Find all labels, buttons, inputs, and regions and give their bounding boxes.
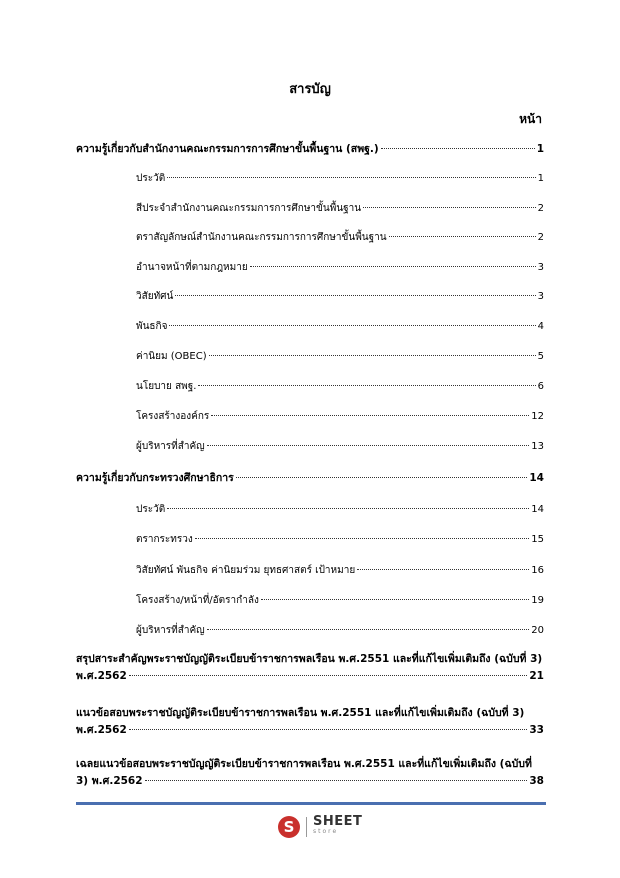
toc-label: แนวข้อสอบพระราชบัญญัติระเบียบข้าราชการพลเรือน พ.ศ.2551 และที่แก้ไขเพิ่มเติมถึง (ฉบับที่ 3) [76,707,525,719]
toc-page-number: 14 [531,504,544,515]
sheet-store-logo [278,816,362,838]
toc-entry-multiline[interactable] [76,756,544,790]
toc-page-number: 33 [529,724,544,736]
toc-leader [261,599,529,600]
toc-leader [207,445,530,446]
logo-divider [306,817,307,837]
toc-page-number: 1 [537,173,544,184]
toc-page-number: 20 [531,625,544,636]
toc-label: สีประจำสำนักงานคณะกรรมการการศึกษาขั้นพื้นฐาน [136,203,362,214]
toc-page-number: 3 [537,262,544,273]
toc-entry[interactable] [136,410,544,423]
page-title: สารบัญ [289,82,331,97]
toc-entry[interactable] [136,440,544,453]
toc-page-number: 2 [537,203,544,214]
toc-label: เฉลยแนวข้อสอบพระราชบัญญัติระเบียบข้าราชการพลเรือน พ.ศ.2551 และที่แก้ไขเพิ่มเติมถึง (ฉบับที่ [76,758,532,770]
toc-label-continued: 3) พ.ศ.2562 [76,775,143,787]
toc-entry[interactable] [136,503,544,516]
toc-page-number: 13 [531,441,544,452]
toc-entry[interactable] [136,202,544,215]
toc-page-number: 5 [537,351,544,362]
toc-label: ค่านิยม (OBEC) [136,351,207,362]
toc-leader [195,538,530,539]
toc-leader [167,177,535,178]
toc-entry[interactable] [136,624,544,637]
toc-label: โครงสร้าง/หน้าที่/อัตรากำลัง [136,595,259,606]
toc-entry[interactable] [136,320,544,333]
toc-label: ความรู้เกี่ยวกับกระทรวงศึกษาธิการ [76,472,234,484]
toc-leader [129,675,528,676]
toc-leader [129,729,528,730]
toc-leader [236,477,528,478]
toc-leader [207,629,530,630]
page-column-header: หน้า [519,112,542,126]
toc-label-continued: พ.ศ.2562 [76,724,127,736]
toc-label: ผู้บริหารที่สำคัญ [136,625,205,636]
toc-page-number: 1 [536,143,544,155]
toc-leader [389,236,536,237]
toc-page-number: 14 [529,472,544,484]
toc-leader [167,508,529,509]
toc-page-number: 38 [529,775,544,787]
toc-leader [211,415,529,416]
toc-entry-multiline[interactable] [76,705,544,739]
toc-leader [209,355,536,356]
toc-label: วิสัยทัศน์ พันธกิจ ค่านิยมร่วม ยุทธศาสตร์ เป้าหมาย [136,565,356,576]
toc-page-number: 15 [531,534,544,545]
logo-word: SHEET [313,814,363,829]
toc-leader [250,266,536,267]
toc-page-number: 19 [531,595,544,606]
toc-label: ความรู้เกี่ยวกับสำนักงานคณะกรรมการการศึกษาขั้นพื้นฐาน (สพฐ.) [76,143,379,155]
toc-leader [363,207,536,208]
toc-page-number: 4 [537,321,544,332]
toc-page-number: 12 [531,411,544,422]
toc-label: ตราสัญลักษณ์สำนักงานคณะกรรมการการศึกษาขั้นพื้นฐาน [136,232,387,243]
toc-entry[interactable] [136,594,544,607]
toc-entry[interactable] [136,290,544,303]
toc-entry[interactable] [136,564,544,577]
toc-label: วิสัยทัศน์ [136,291,174,302]
logo-subword: store [313,828,339,835]
toc-entry[interactable] [136,380,544,393]
toc-label: อำนาจหน้าที่ตามกฎหมาย [136,262,248,273]
toc-page-number: 6 [537,381,544,392]
toc-leader [175,295,535,296]
toc-entry[interactable] [76,143,544,156]
toc-label: ประวัติ [136,504,166,515]
toc-page-number: 3 [537,291,544,302]
toc-leader [357,569,529,570]
toc-page-number: 21 [529,670,544,682]
toc-leader [169,325,535,326]
toc-label: ประวัติ [136,173,166,184]
logo-mark-icon: S [278,816,300,838]
toc-label: สรุปสาระสำคัญพระราชบัญญัติระเบียบข้าราชการพลเรือน พ.ศ.2551 และที่แก้ไขเพิ่มเติมถึง (ฉบับที่ 3) [76,653,543,665]
toc-leader [381,148,535,149]
toc-leader [145,780,528,781]
toc-page-number: 2 [537,232,544,243]
toc-label: ตรากระทรวง [136,534,193,545]
toc-label: นโยบาย สพฐ. [136,381,197,392]
toc-entry[interactable] [136,350,544,363]
toc-entry[interactable] [76,472,544,485]
toc-label: ผู้บริหารที่สำคัญ [136,441,205,452]
toc-entry-multiline[interactable] [76,651,544,685]
toc-label: พันธกิจ [136,321,168,332]
toc-label-continued: พ.ศ.2562 [76,670,127,682]
toc-label: โครงสร้างองค์กร [136,411,210,422]
toc-entry[interactable] [136,261,544,274]
toc-leader [198,385,535,386]
toc-entry[interactable] [136,231,544,244]
toc-entry[interactable] [136,533,544,546]
toc-page-number: 16 [531,565,544,576]
footer-rule [76,802,546,805]
toc-entry[interactable] [136,172,544,185]
